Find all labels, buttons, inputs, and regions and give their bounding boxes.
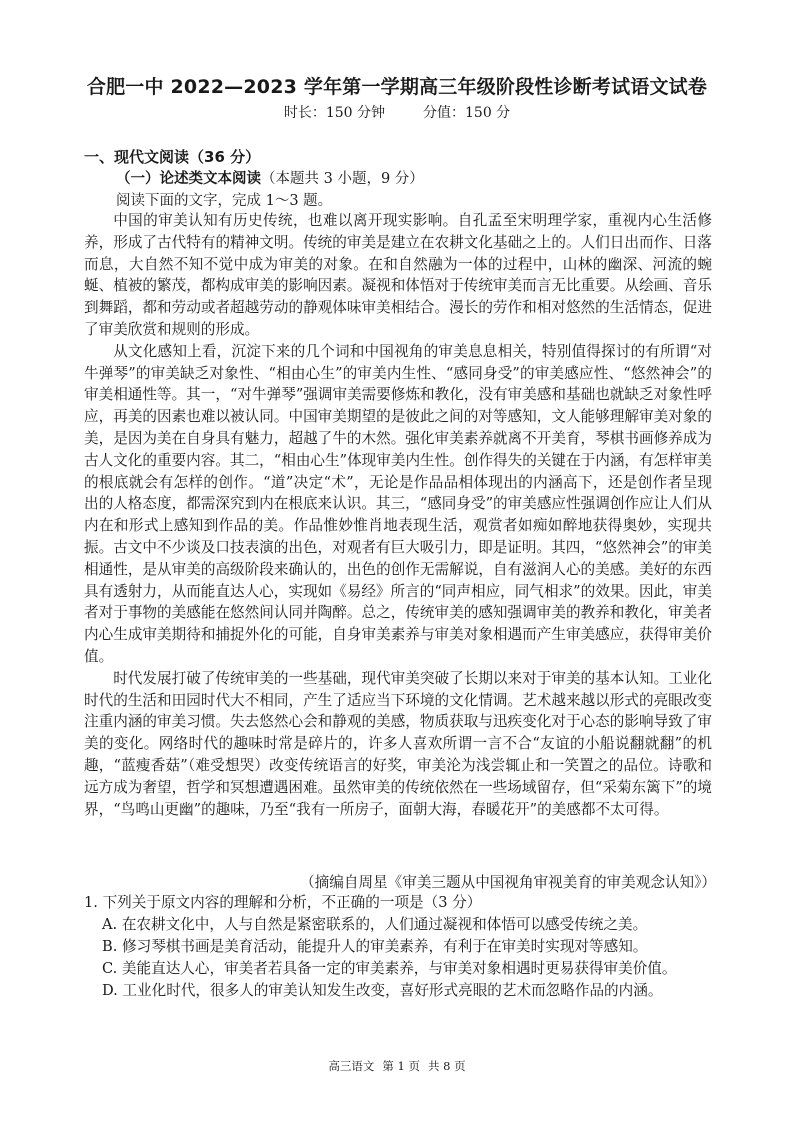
passage-paragraph: 时代发展打破了传统审美的一些基础，现代审美突破了长期以来对于审美的基本认知。工业化时代的生活和田园时代大不相同，产生了适应当下环境的文化情调。艺术越来越以形式的亮眼改变注重内涵的审美习惯。失去悠然心会和静观的美感，物质获取与迅疾变化对于心态的影响导致了审美的变化。网络时代的趣味时常是碎片的，许多人喜欢所谓一言不合“友谊的小船说翻就翻”的机趣，“蓝瘦香菇”（难受想哭）改变传统语言的好奖，审美沦为浅尝辄止和一笑置之的品位。诗歌和远方成为奢望，哲学和冥想遭遇困难。虽然审美的传统依然在一些场域留存，但“采菊东篱下”的境界，“鸟鸣山更幽”的趣味，乃至“我有一所房子，面朝大海，春暖花开”的美感都不太可得。 — [84, 669, 712, 818]
passage-paragraph: 从文化感知上看，沉淀下来的几个词和中国视角的审美息息相关，特别值得探讨的有所谓“对牛弹琴”的审美缺乏对象性、“相由心生”的审美内生性、“感同身受”的审美感应性、“悠然神会”的审美相通性等。其一，“对牛弹琴”强调审美需要修炼和教化，没有审美感和基础也就缺乏对象性呼应，再美的因素也难以被认同。中国审美期望的是彼此之间的对等感知，文人能够理解审美对象的美，是因为美在自身具有魅力，超越了牛的木然。强化审美素养就离不开美育，琴棋书画修养成为古人文化的重要内容。其二，“相由心生”体现审美内生性。创作得失的关键在于内涵，有怎样审美的根底就会有怎样的创作。“道”决定“术”，无论是作品品相体现出的内涵高下，还是创作者呈现出的人格态度，都需深究到内在根底来认识。其三，“感同身受”的审美感应性强调创作应让人们从内在和形式上感知到作品的美。作品惟妙惟肖地表现生活，观赏者如痴如醉地获得奥妙，实现共振。古文中不少谈及口技表演的出色，对观者有巨大吸引力，即是证明。其四，“悠然神会”的审美相通性，是从审美的高级阶段来确认的，出色的创作无需解说，自有滋润人心的美感。美好的东西具有透射力，从而能直达人心，实现如《易经》所言的“同声相应，同气相求”的效果。因此，审美者对于事物的美感能在悠然间认同并陶醉。总之，传统审美的感知强调审美的教养和教化，审美者内心生成审美期待和捕捉外化的可能，自身审美素养与审美对象相遇而产生审美感应，获得审美价值。 — [84, 342, 712, 665]
subsection-title: （一）论述类文本阅读 — [116, 171, 261, 187]
option-a: A. 在农耕文化中，人与自然是紧密联系的，人们通过凝视和体悟可以感受传统之美。 — [102, 916, 648, 933]
footer-page: 第 1 页 — [382, 1059, 420, 1073]
exam-score: 分值：150 分 — [423, 105, 511, 121]
footer-total: 共 8 页 — [428, 1059, 466, 1073]
option-d: D. 工业化时代，很多人的审美认知发生改变，喜好形式亮眼的艺术而忽略作品的内涵。 — [102, 982, 663, 999]
exam-title: 合肥一中 2022—2023 学年第一学期高三年级阶段性诊断考试语文试卷 — [86, 76, 708, 98]
exam-info — [0, 102, 794, 122]
exam-duration: 时长：150 分钟 — [283, 105, 385, 121]
section-title: 一、现代文阅读（36 分） — [84, 148, 261, 166]
option-b: B. 修习琴棋书画是美育活动，能提升人的审美素养，有利于在审美时实现对等感知。 — [102, 938, 648, 955]
page-footer — [0, 1058, 794, 1074]
subsection-note: （本题共 3 小题，9 分） — [261, 171, 424, 187]
question-stem: 1. 下列关于原文内容的理解和分析，不正确的一项是（3 分） — [84, 894, 482, 911]
option-c: C. 美能直达人心，审美者若具备一定的审美素养，与审美对象相遇时更易获得审美价值。 — [102, 960, 677, 977]
question-1 — [84, 892, 724, 1002]
subsection-heading — [116, 167, 424, 188]
passage-source: （摘编自周星《审美三题从中国视角审视美育的审美观念认知》） — [300, 874, 716, 891]
footer-subject: 高三语文 — [328, 1059, 375, 1073]
passage-paragraph: 中国的审美认知有历史传统，也难以离开现实影响。自孔孟至宋明理学家，重视内心生活修养，形成了古代特有的精神文明。传统的审美是建立在农耕文化基础之上的。人们日出而作、日落而息，大自然不知不觉中成为审美的对象。在和自然融为一体的过程中，山林的幽深、河流的蜿蜒、植被的繁茂，都构成审美的影响因素。凝视和体悟对于传统审美而言无比重要。从绘画、音乐到舞蹈，都和劳动或者超越劳动的静观体味审美相结合。漫长的劳作和相对悠然的生活情态，促进了审美欣赏和规则的形成。 — [84, 212, 712, 338]
passage — [84, 210, 712, 820]
reading-instruction: 阅读下面的文字，完成 1～3 题。 — [116, 193, 333, 209]
